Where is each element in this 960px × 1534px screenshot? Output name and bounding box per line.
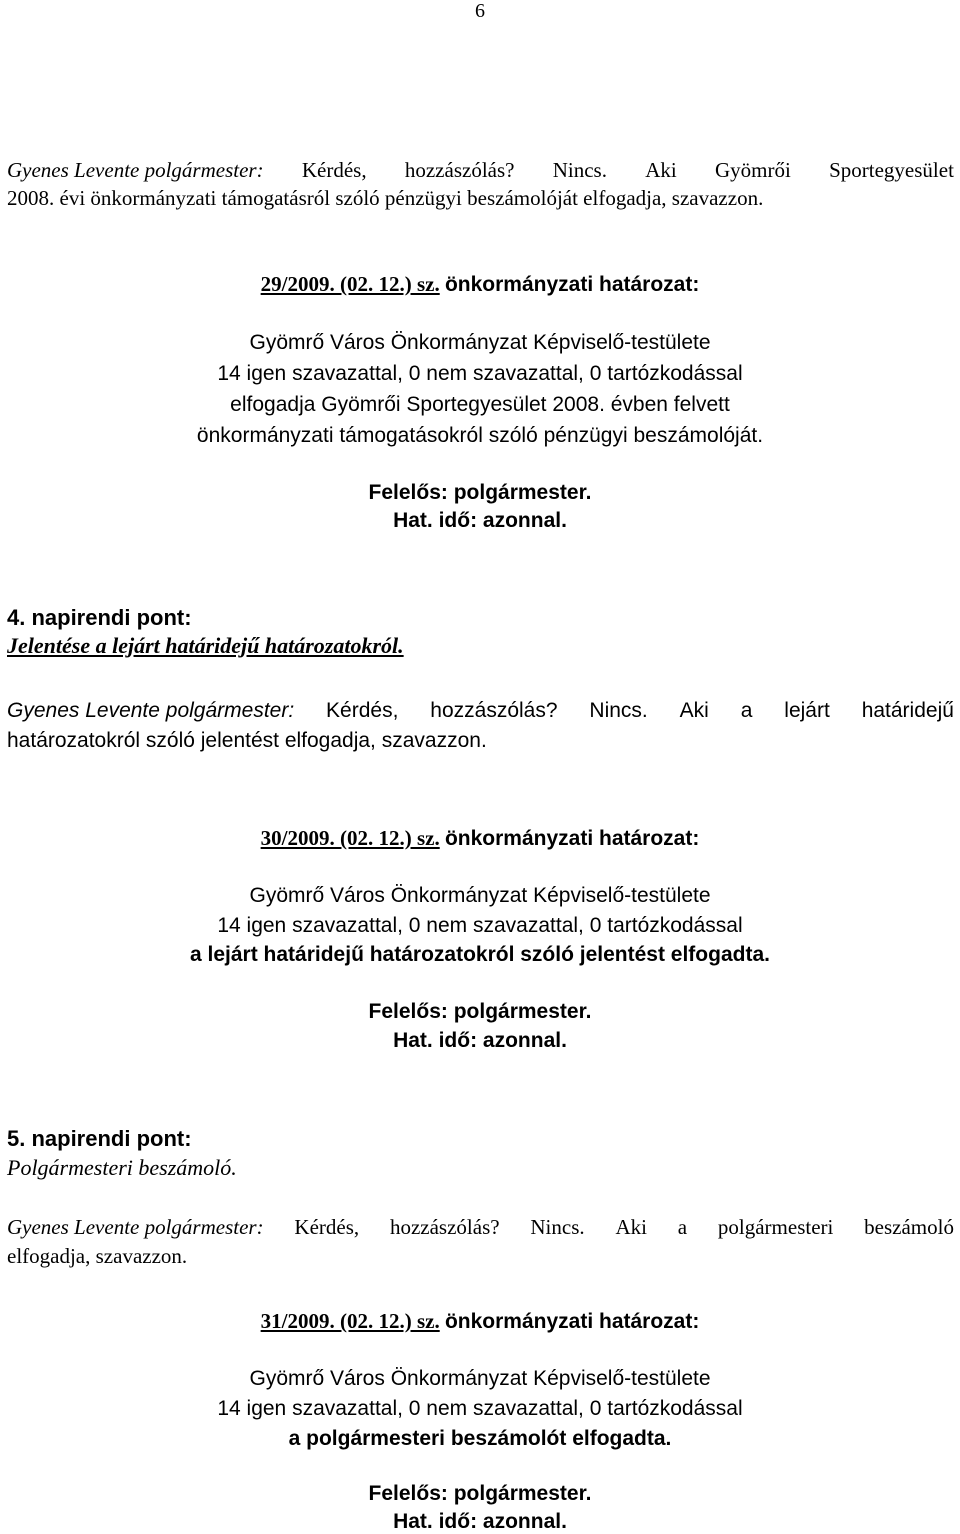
resolution-number: 30/2009. (02. 12.) sz.	[260, 826, 440, 850]
word: Kérdés,	[294, 1215, 360, 1239]
resolution-body-line: 14 igen szavazattal, 0 nem szavazattal, 0 tartózkodással	[217, 362, 743, 385]
responsible-line: Felelős: polgármester.	[368, 1000, 592, 1023]
word: a	[740, 699, 753, 722]
paragraph-line	[7, 158, 954, 182]
word: Aki	[645, 158, 677, 182]
paragraph-line: határozatokról szóló jelentést elfogadja, szavazzon.	[7, 729, 487, 752]
resolution-heading	[0, 272, 960, 297]
word: polgármesteri	[717, 1215, 834, 1239]
word: Sportegyesület	[829, 158, 954, 182]
word: Aki	[679, 699, 709, 722]
agenda-label: 4. napirendi pont:	[7, 605, 192, 630]
word: határidejű	[861, 699, 954, 722]
word: lejárt	[784, 699, 830, 722]
word: beszámoló	[864, 1215, 954, 1239]
resolution-body-line: 14 igen szavazattal, 0 nem szavazattal, 0 tartózkodással	[217, 914, 743, 937]
resolution-title: önkormányzati határozat:	[444, 1310, 700, 1333]
agenda-label: 5. napirendi pont:	[7, 1126, 192, 1151]
responsible-line: Felelős: polgármester.	[368, 1482, 592, 1505]
resolution-body-line: a polgármesteri beszámolót elfogadta.	[288, 1427, 672, 1450]
word: hozzászólás?	[389, 1215, 500, 1239]
deadline-line: Hat. idő: azonnal.	[393, 1510, 567, 1533]
speaker-label: Gyenes Levente polgármester:	[7, 699, 295, 722]
page-number: 6	[475, 0, 485, 22]
resolution-body-line: önkormányzati támogatásokról szóló pénzügyi beszámolóját.	[196, 424, 764, 447]
resolution-body-line: Gyömrő Város Önkormányzat Képviselő-testülete	[249, 884, 711, 907]
responsible-line: Felelős: polgármester.	[368, 481, 592, 504]
word: Aki	[615, 1215, 647, 1239]
resolution-body-line: Gyömrő Város Önkormányzat Képviselő-testülete	[249, 1367, 711, 1390]
resolution-body-line: elfogadja Gyömrői Sportegyesület 2008. évben felvett	[230, 393, 730, 416]
resolution-body-line: 14 igen szavazattal, 0 nem szavazattal, 0 tartózkodással	[217, 1397, 743, 1420]
word: Nincs.	[552, 158, 607, 182]
resolution-heading	[0, 826, 960, 851]
paragraph-line: 2008. évi önkormányzati támogatásról szóló pénzügyi beszámolóját elfogadja, szavazzon.	[7, 186, 764, 210]
resolution-number: 29/2009. (02. 12.) sz.	[260, 272, 440, 296]
resolution-title: önkormányzati határozat:	[444, 827, 700, 850]
word: a	[677, 1215, 688, 1239]
deadline-line: Hat. idő: azonnal.	[393, 509, 567, 532]
word: Gyömrői	[715, 158, 791, 182]
resolution-heading	[0, 1309, 960, 1334]
agenda-subject: Polgármesteri beszámoló.	[7, 1155, 237, 1180]
paragraph-line	[7, 699, 954, 723]
word: Nincs.	[530, 1215, 585, 1239]
speaker-label: Gyenes Levente polgármester:	[7, 158, 264, 182]
word: Kérdés,	[326, 699, 399, 722]
agenda-subject: Jelentése a lejárt határidejű határozatokról.	[7, 633, 404, 658]
word: Nincs.	[589, 699, 648, 722]
resolution-body-line: Gyömrő Város Önkormányzat Képviselő-testülete	[249, 331, 711, 354]
resolution-body-line: a lejárt határidejű határozatokról szóló jelentést elfogadta.	[190, 943, 770, 966]
speaker-label: Gyenes Levente polgármester:	[7, 1215, 264, 1239]
deadline-line: Hat. idő: azonnal.	[393, 1029, 567, 1052]
paragraph-line	[7, 1215, 954, 1239]
word: hozzászólás?	[404, 158, 515, 182]
paragraph-line: elfogadja, szavazzon.	[7, 1244, 188, 1268]
word: hozzászólás?	[430, 699, 558, 722]
word: Kérdés,	[301, 158, 367, 182]
resolution-title: önkormányzati határozat:	[444, 273, 700, 296]
resolution-number: 31/2009. (02. 12.) sz.	[260, 1309, 440, 1333]
